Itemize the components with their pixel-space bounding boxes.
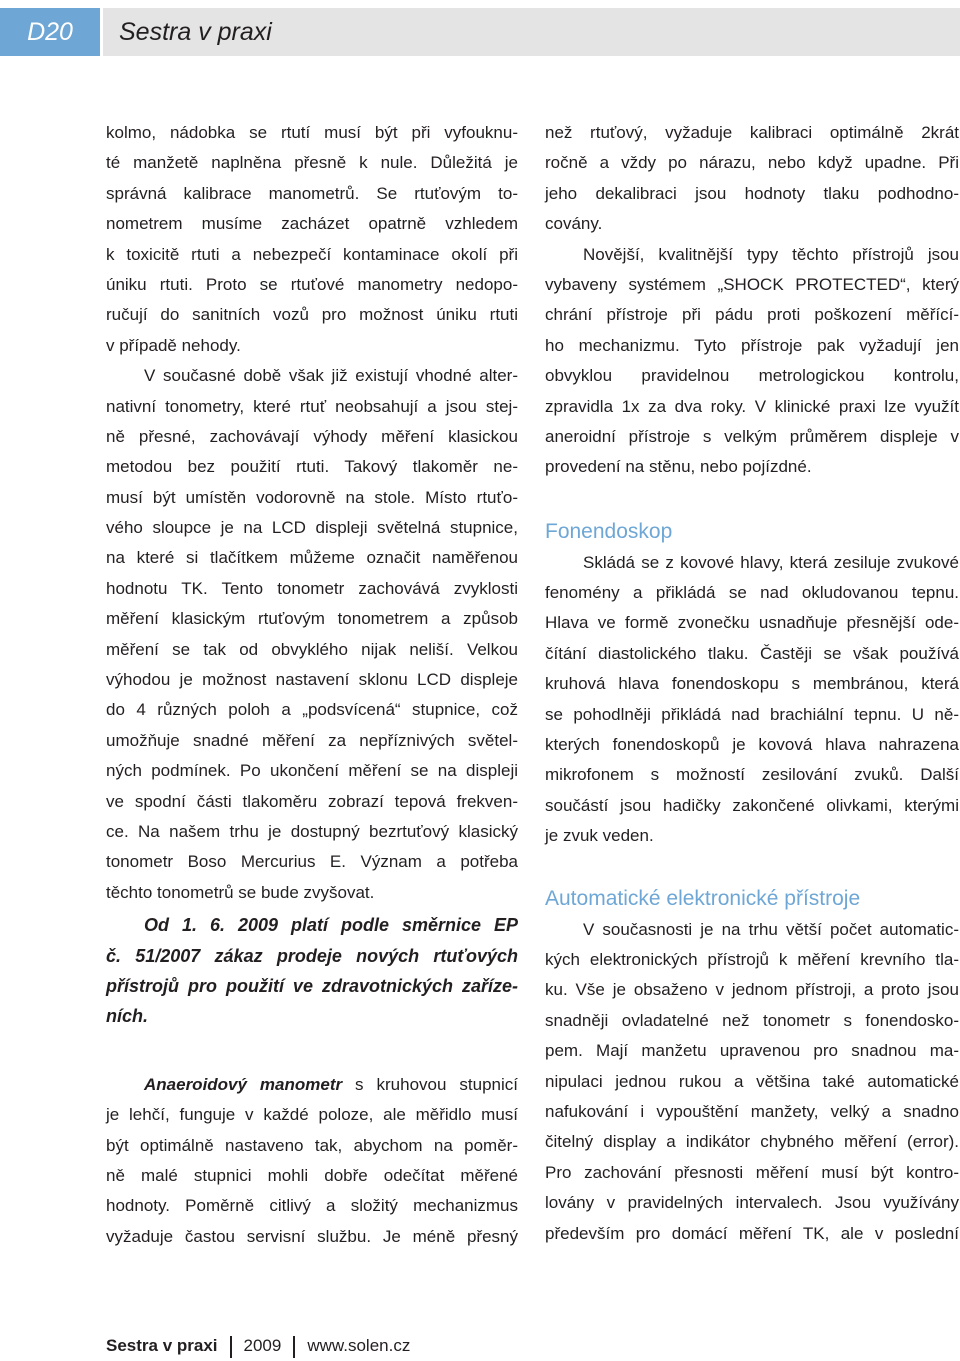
text-line: ku. Vše je obsaženo v jednom přístroji, a proto jsou (545, 980, 959, 1000)
eu-directive-notice (106, 910, 518, 1032)
text-line: ně přesné, zachovávají výhody měření klasickou (106, 426, 518, 446)
text-line: provedení na stěnu, nebo pojízdné. (545, 457, 812, 477)
footer-divider (230, 1336, 232, 1358)
text-line: být optimálně nastaveno tak, abychom na poměr- (106, 1135, 518, 1155)
section-title: Sestra v praxi (119, 18, 272, 46)
text-line: správná kalibrace manometrů. Se rtuťovým to- (106, 183, 518, 203)
footer-divider (293, 1336, 295, 1358)
text-line: na které si tlačítkem můžeme označit naměřenou (106, 548, 518, 568)
text-line: fenomény a přikládá se nad okludovanou tepnu. (545, 583, 959, 603)
page-header (0, 8, 960, 56)
text-line: Pro zachování přesnosti měření musí být kontro- (545, 1162, 959, 1182)
text-line: kterých fonendoskopů je kovová hlava nahrazena (545, 735, 959, 755)
left-column (106, 118, 518, 1252)
paragraph-automatic-devices (545, 915, 959, 1249)
text-line: kolmo, nádobka se rtutí musí být při vyfouknu- (106, 123, 518, 142)
text-line: v případě nehody. (106, 335, 241, 355)
paragraph-aneroid-calibration (545, 118, 959, 240)
paragraph-alternative-tonometers (106, 361, 518, 908)
text-line: čitelný display a indikátor chybného měření (error). (545, 1132, 959, 1152)
text-line: je lehčí, funguje v každé poloze, ale měřidlo musí (106, 1105, 518, 1125)
text-line: vybaveny systémem „SHOCK PROTECTED“, který (545, 274, 959, 294)
text-line: k toxicitě rtuti a nebezpečí kontaminace okolí při (106, 244, 518, 264)
text-line: ručují do sanitních vozů pro možnost úniku rtuti (106, 305, 518, 325)
text-line: se pohodlněji přikládá nad brachiální tepnu. U ně- (545, 704, 959, 724)
spacer (545, 852, 959, 882)
text-line: aneroidní přístroje s velkým průměrem displeje v (545, 426, 959, 446)
text-line: mikrofonem s možností zesilování zvuků. Další (545, 765, 959, 785)
text-line: měření klasickým rtuťovým tonometrem a způsob (106, 609, 518, 629)
text-fragment: s kruhovou stupnicí (342, 1074, 518, 1094)
heading-fonendoskop: Fonendoskop (545, 519, 673, 543)
notice-line: č. 51/2007 zákaz prodeje nových rtuťových (106, 945, 518, 966)
text-line: tonometr Boso Mercurius E. Význam a potřeba (106, 852, 518, 872)
text-line: chrání přístroje při pádu proti poškození měřící- (545, 305, 959, 325)
text-line: Novější, kvalitnější typy těchto přístrojů jsou (583, 244, 959, 264)
notice-line: přístrojů pro použití ve zdravotnických zaříze- (106, 975, 518, 996)
text-line: té manžetě naplněna přesně k nule. Důležitá je (106, 153, 518, 173)
text-line: Hlava ve formě zvonečku usnadňuje přesnější ode- (545, 613, 959, 633)
text-line: vého sloupce je na LCD displeji světelná stupnice, (106, 518, 518, 538)
text-line: V současnosti je na trhu větší počet automatic- (583, 919, 959, 939)
text-line: covány. (545, 214, 603, 234)
text-line: ve spodní části tlakoměru zobrazí tepová frekven- (106, 791, 518, 811)
text-line: nometrem musíme zacházet opatrně vzhledem (106, 214, 518, 234)
term-aneroid-manometer: Anaeroidový manometr (144, 1074, 343, 1094)
page-number: D20 (0, 8, 100, 56)
notice-line: ních. (106, 1006, 149, 1027)
text-line: čítání diastolického tlaku. Častěji se však používá (545, 643, 959, 663)
paragraph-mercury-caution (106, 118, 518, 361)
text-line: snadněji ovladatelné než tonometr s fonendosko- (545, 1010, 959, 1030)
spacer (545, 483, 959, 515)
text-line: hodnoty. Poměrně citlivý a složitý mechanizmus (106, 1196, 518, 1216)
text-line: jeho dekalibraci jsou hodnoty tlaku podhodno- (545, 183, 959, 203)
text-line: do 4 různých poloh a „podsvícená“ stupnice, což (106, 700, 518, 720)
text-line: hodnotu TK. Tento tonometr zachovává zvyklosti (106, 578, 518, 598)
text-line: těchto tonometrů se bude zvyšovat. (106, 882, 375, 902)
paragraph-aneroid-manometer (106, 1070, 518, 1252)
text-line: obvyklou pravidelnou metrologickou kontrolu, (545, 366, 959, 386)
text-line: vyžaduje častou servisní službu. Je méně přesný (106, 1226, 518, 1246)
text-line: lovány v pravidelných intervalech. Jsou využívány (545, 1193, 959, 1213)
text-line: ročně a vždy po nárazu, nebo když upadne. Při (545, 153, 959, 173)
text-line: kých elektronických přístrojů k měření krevního tla- (545, 949, 959, 969)
text-line: měření se tak od obvyklého nijak neliší. Velkou (106, 639, 518, 659)
text-line: nafukování i vypouštění manžety, velký a snadno (545, 1101, 959, 1121)
text-line: pem. Mají manžetu upravenou pro snadnou ma- (545, 1041, 959, 1061)
heading-automatic-devices: Automatické elektronické přístroje (545, 886, 861, 910)
text-line: ně malé stupnici mohli dobře odečítat měřené (106, 1165, 518, 1185)
text-line: ných podmínek. Po ukončení měření se na displeji (106, 761, 518, 781)
text-line: než rtuťový, vyžaduje kalibraci optimálně 2krát (545, 123, 959, 142)
text-line: ho mechanizmu. Tyto přístroje pak vyžadují jen (545, 335, 959, 355)
text-line: V současné době však již existují vhodné alter- (144, 366, 518, 386)
text-line: součástí jsou hadičky zakončené olivkami, kterými (545, 795, 959, 815)
right-column (545, 118, 959, 1249)
section-bar (103, 8, 960, 56)
text-line: především pro domácí měření TK, ale v poslední (545, 1223, 959, 1243)
footer-brand: Sestra v praxi (106, 1336, 218, 1355)
text-line: úniku rtuti. Proto se rtuťové manometry nedopo- (106, 274, 518, 294)
text-line: Skládá se z kovové hlavy, která zesiluje zvukové (583, 552, 959, 572)
text-line (106, 1070, 518, 1100)
text-line: výhodou je možnost nastavení sklonu LCD displeje (106, 670, 518, 690)
footer-year: 2009 (243, 1336, 282, 1355)
footer-url: www.solen.cz (307, 1336, 411, 1355)
page-footer (106, 1333, 410, 1359)
text-line: nativní tonometry, které rtuť neobsahují a jsou stej- (106, 396, 518, 416)
paragraph-fonendoskop (545, 548, 959, 852)
text-line: nipulaci jednou rukou a většina také automatické (545, 1071, 959, 1091)
text-line: zpravidla 1x za dva roky. V klinické praxi lze využít (545, 396, 959, 416)
text-line: je zvuk veden. (545, 826, 654, 846)
notice-line: Od 1. 6. 2009 platí podle směrnice EP (144, 915, 518, 936)
text-line: kruhová hlava fonendoskopu s membránou, která (545, 674, 959, 694)
text-line: metodou bez použití rtuti. Takový tlakoměr ne- (106, 457, 518, 477)
spacer (106, 1032, 518, 1070)
paragraph-shock-protected (545, 240, 959, 483)
text-line: umožňuje snadné měření za nepříznivých světel- (106, 730, 518, 750)
text-line: musí být umístěn vodorovně na stole. Místo rtuťo- (106, 487, 518, 507)
text-line: ce. Na našem trhu je dostupný bezrtuťový klasický (106, 821, 518, 841)
